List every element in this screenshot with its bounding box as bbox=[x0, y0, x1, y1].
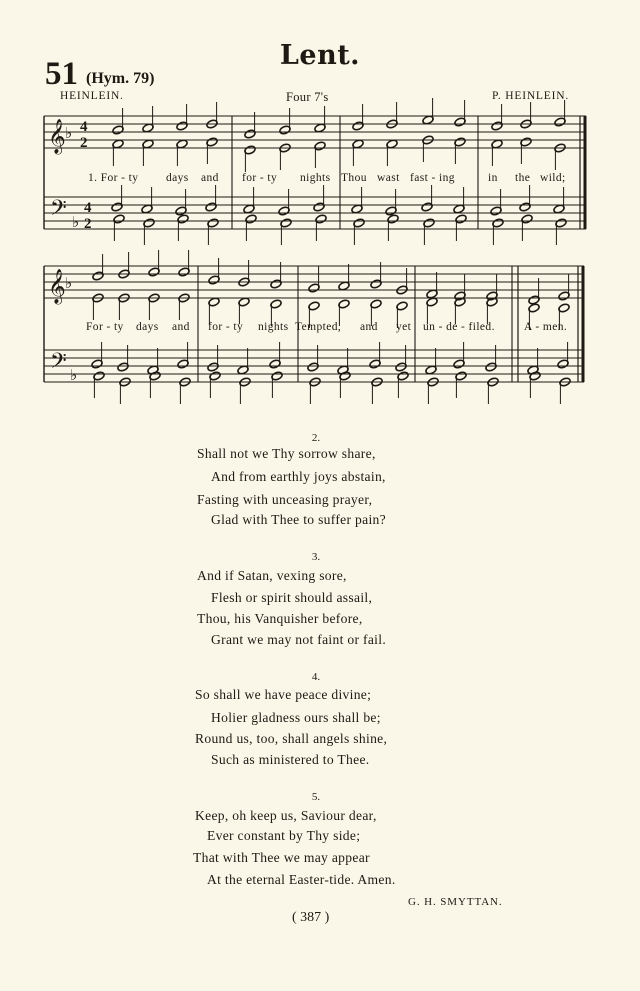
page-title: Lent. bbox=[279, 40, 361, 71]
verse-line: Shall not we Thy sorrow share, bbox=[197, 446, 376, 461]
verse-line: Holier gladness ours shall be; bbox=[211, 710, 381, 725]
lyric-syllable: days bbox=[136, 321, 159, 333]
verse-line: And if Satan, vexing sore, bbox=[197, 568, 347, 583]
verse-line: Flesh or spirit should assail, bbox=[211, 590, 373, 605]
lyric-syllable: days bbox=[166, 172, 189, 184]
lyrics-line-2 bbox=[0, 321, 640, 337]
verse-line: At the eternal Easter-tide. Amen. bbox=[207, 872, 396, 887]
lyric-syllable: yet bbox=[396, 321, 412, 333]
verse-line: So shall we have peace divine; bbox=[195, 687, 372, 702]
lyrics-line-1 bbox=[0, 172, 640, 188]
verse-line: Ever constant by Thy side; bbox=[207, 828, 361, 843]
time-signature: 2 bbox=[80, 135, 88, 151]
stanza-number: 2. bbox=[311, 432, 321, 444]
hymn-number: 51 bbox=[45, 56, 78, 92]
lyric-syllable: 1. For - ty bbox=[88, 172, 139, 184]
verse-line: And from earthly joys abstain, bbox=[211, 469, 386, 484]
flat-sign: ♭ bbox=[70, 368, 78, 384]
verse-line: Such as ministered to Thee. bbox=[211, 752, 370, 767]
time-signature: 2 bbox=[84, 216, 92, 232]
flat-sign: ♭ bbox=[65, 276, 73, 292]
lyric-syllable: A - men. bbox=[524, 321, 568, 333]
time-signature: 4 bbox=[80, 119, 88, 135]
lyric-syllable: Tempted, bbox=[295, 321, 342, 333]
treble-clef: 𝄞 bbox=[48, 119, 66, 154]
lyric-syllable: For - ty bbox=[86, 321, 124, 333]
flat-sign: ♭ bbox=[72, 215, 80, 231]
stanza-number: 3. bbox=[311, 551, 321, 563]
time-signature: 4 bbox=[84, 200, 92, 216]
verse-line: Glad with Thee to suffer pain? bbox=[211, 512, 386, 527]
verse-line: That with Thee we may appear bbox=[193, 850, 370, 865]
flat-sign: ♭ bbox=[65, 126, 73, 142]
lyric-syllable: for - ty bbox=[242, 172, 278, 184]
lyric-syllable: and bbox=[360, 321, 378, 333]
lyric-syllable: and bbox=[172, 321, 190, 333]
verse-line: Grant we may not faint or fail. bbox=[211, 632, 387, 647]
lyric-syllable: and bbox=[201, 172, 219, 184]
lyric-syllable: fast - ing bbox=[410, 172, 455, 184]
hymn-reference: (Hym. 79) bbox=[86, 70, 155, 87]
stanza-number: 4. bbox=[311, 671, 321, 683]
verse-line: Fasting with unceasing prayer, bbox=[197, 492, 373, 507]
lyric-syllable: Thou bbox=[341, 172, 367, 184]
composer: P. HEINLEIN. bbox=[492, 90, 569, 102]
verse-line: Thou, his Vanquisher before, bbox=[197, 611, 363, 626]
lyric-syllable: un - de - filed. bbox=[423, 321, 495, 333]
lyric-syllable: wild; bbox=[540, 172, 566, 184]
bass-clef: 𝄢 bbox=[50, 349, 67, 379]
hymn-author: G. H. SMYTTAN. bbox=[408, 896, 503, 908]
music-score bbox=[0, 0, 640, 420]
lyric-syllable: in bbox=[488, 172, 498, 184]
tune-name: HEINLEIN. bbox=[60, 90, 124, 102]
meter: Four 7's bbox=[286, 90, 329, 104]
lyric-syllable: for - ty bbox=[208, 321, 244, 333]
verse-line: Keep, oh keep us, Saviour dear, bbox=[195, 808, 377, 823]
bass-clef: 𝄢 bbox=[50, 196, 67, 226]
lyric-syllable: nights bbox=[258, 321, 289, 333]
treble-clef: 𝄞 bbox=[48, 269, 66, 304]
lyric-syllable: the bbox=[515, 172, 531, 184]
lyric-syllable: nights bbox=[300, 172, 331, 184]
page-number: ( 387 ) bbox=[292, 910, 330, 925]
verse-line: Round us, too, shall angels shine, bbox=[195, 731, 388, 746]
lyric-syllable: wast bbox=[377, 172, 400, 184]
stanza-number: 5. bbox=[311, 791, 321, 803]
